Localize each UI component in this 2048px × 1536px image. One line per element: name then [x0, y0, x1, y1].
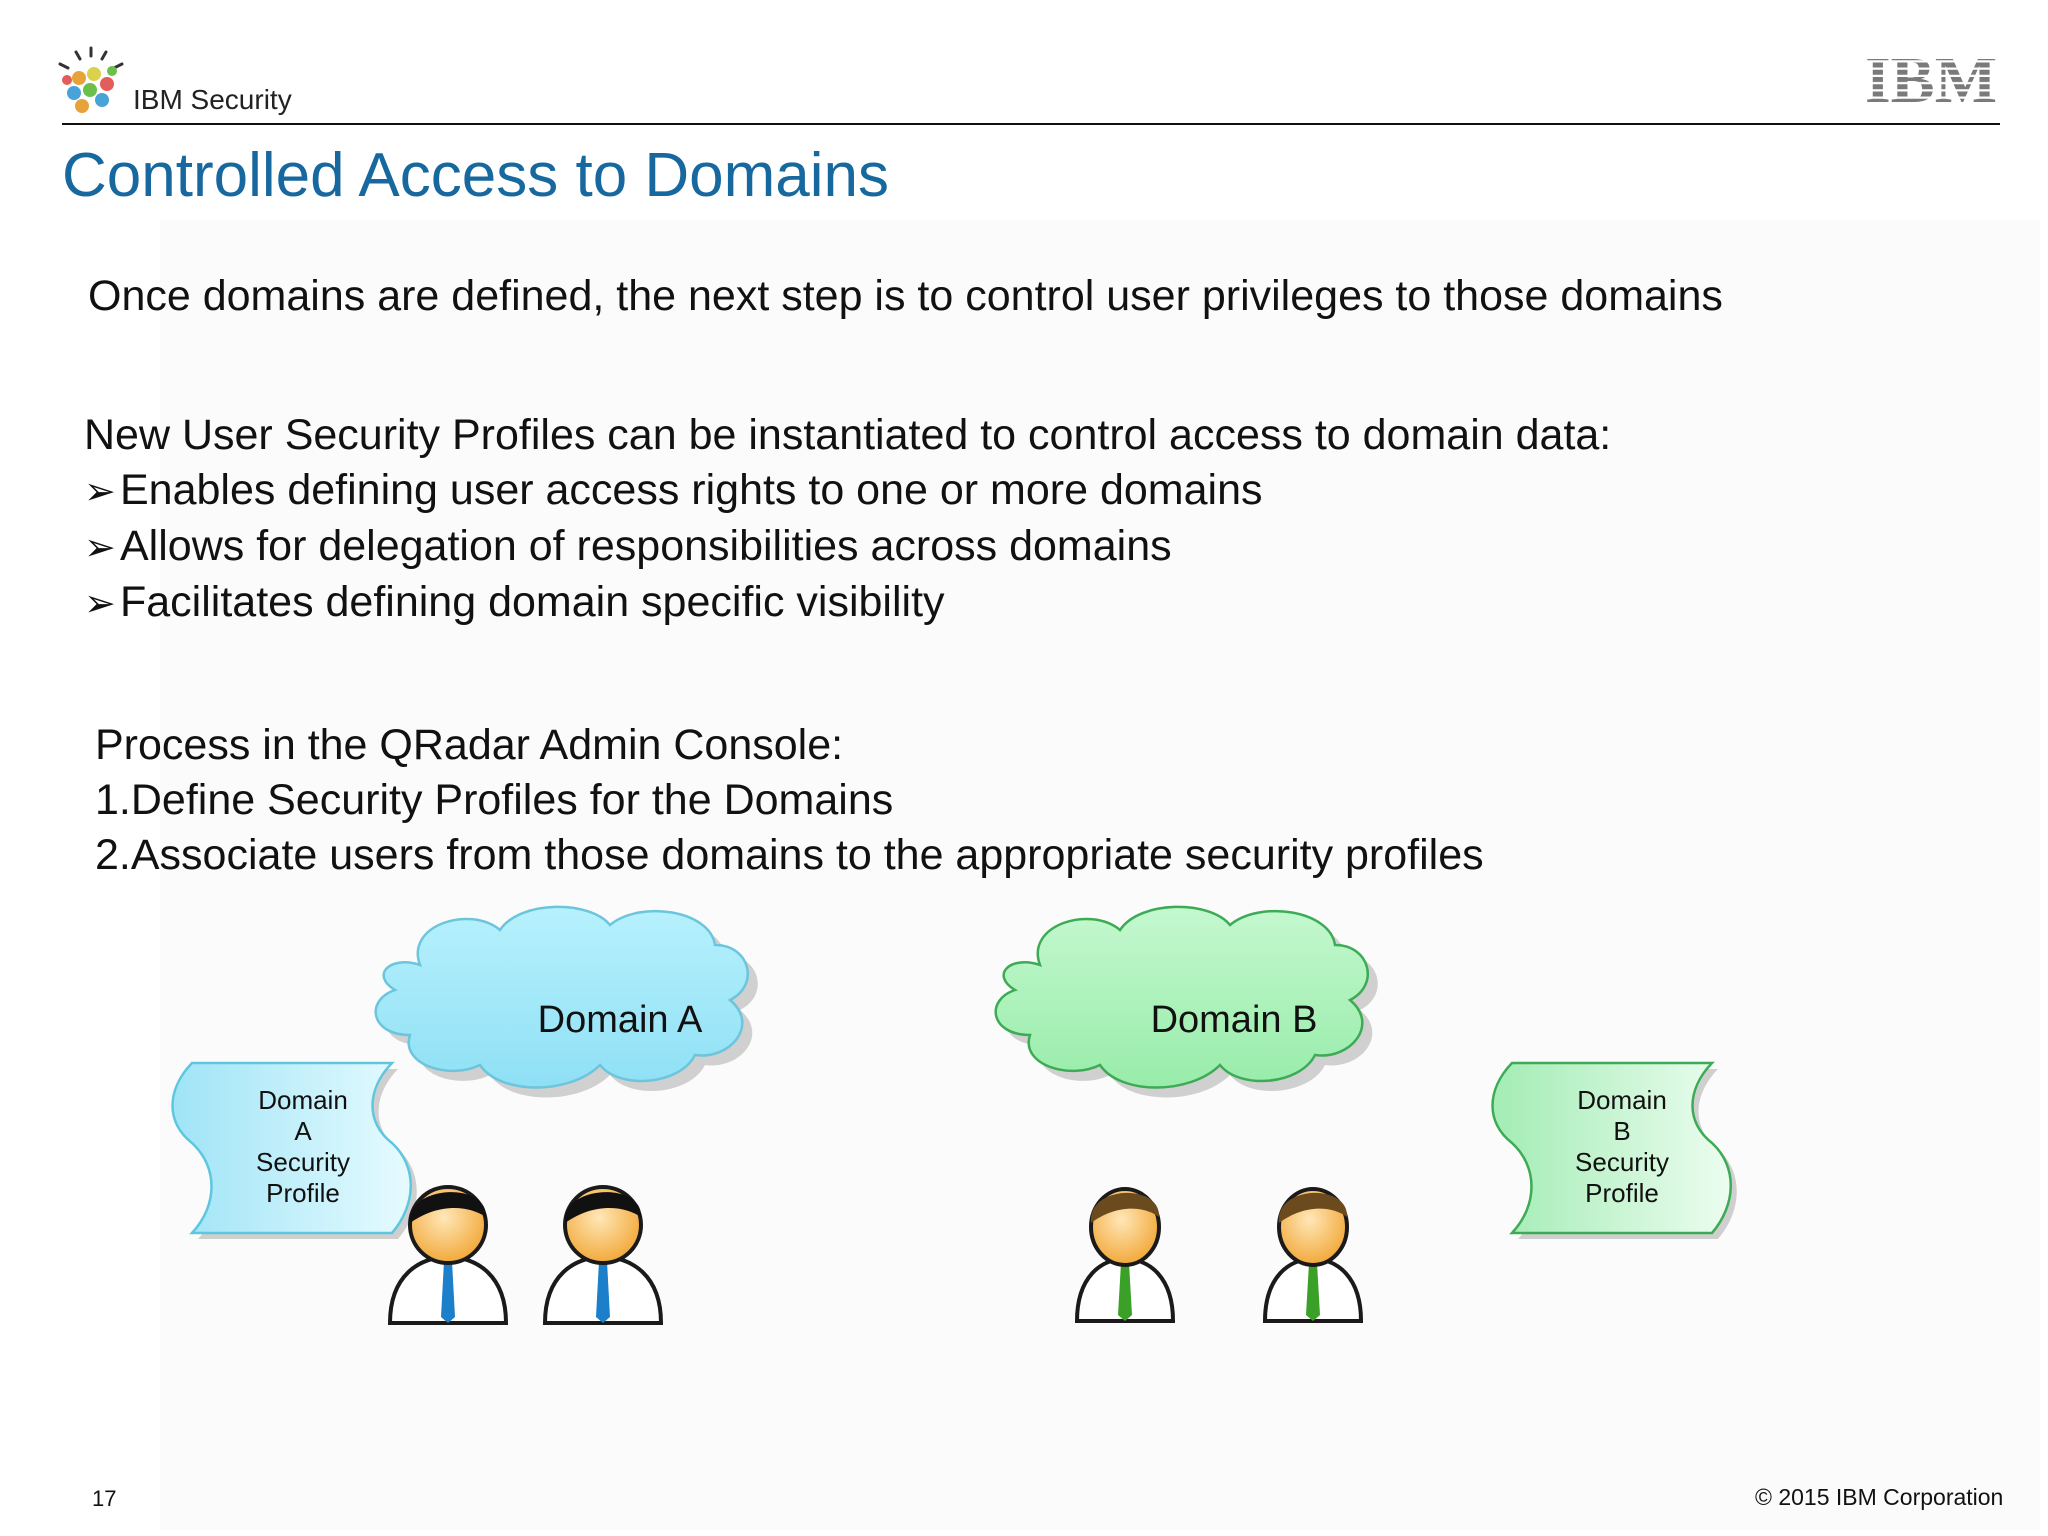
user-icon [545, 1187, 661, 1323]
process-heading: Process in the QRadar Admin Console: [95, 721, 844, 769]
step-text: Define Security Profiles for the Domains [130, 776, 894, 824]
page-title: Controlled Access to Domains [62, 141, 890, 210]
domain-a-label: Domain A [537, 999, 703, 1041]
ibm-security-logo-icon [52, 44, 130, 122]
user-icon [1077, 1189, 1173, 1321]
arrow-bullet-icon: ➢ [84, 581, 116, 625]
domain-b-label: Domain B [1150, 999, 1318, 1041]
intro-text: Once domains are defined, the next step is to control user privileges to those domains [88, 272, 1723, 320]
step-number: 2. [95, 831, 131, 879]
bullet-text: Facilitates defining domain specific visibility [120, 578, 945, 626]
user-icon [1265, 1189, 1361, 1321]
step-number: 1. [95, 776, 131, 824]
profile-a-line: A [294, 1116, 312, 1146]
profile-b-line: Domain [1577, 1085, 1667, 1115]
page-number: 17 [92, 1486, 117, 1511]
copyright: © 2015 IBM Corporation [1755, 1484, 2004, 1510]
profiles-block [84, 408, 1611, 631]
profile-b-line: Security [1575, 1147, 1669, 1177]
process-step [95, 828, 1484, 883]
bullet-item [84, 519, 1611, 575]
domain-diagram [170, 905, 1790, 1335]
bullet-item [84, 575, 1611, 631]
bullet-text: Allows for delegation of responsibilities across domains [120, 522, 1172, 570]
domain-b-cloud [996, 907, 1378, 1098]
arrow-bullet-icon: ➢ [84, 525, 116, 569]
ibm-logo-icon [1864, 48, 1998, 106]
domain-a-security-profile [173, 1063, 417, 1239]
domain-b-security-profile [1493, 1063, 1737, 1239]
bullet-text: Enables defining user access rights to one or more domains [120, 466, 1263, 514]
profiles-heading: New User Security Profiles can be instantiated to control access to domain data: [84, 411, 1612, 459]
arrow-bullet-icon: ➢ [84, 469, 116, 513]
profile-a-line: Security [256, 1147, 350, 1177]
ibm-logo-text: IBM [1865, 48, 1997, 106]
domain-a-cloud [376, 907, 758, 1098]
profile-a-line: Profile [266, 1178, 340, 1208]
process-step [95, 773, 1484, 828]
process-block [95, 718, 1484, 883]
brand-name: IBM Security [133, 84, 292, 115]
profile-b-line: B [1613, 1116, 1631, 1146]
header-rule [62, 123, 2000, 125]
profile-a-line: Domain [258, 1085, 348, 1115]
bullet-item [84, 463, 1611, 519]
step-text: Associate users from those domains to the appropriate security profiles [130, 831, 1484, 879]
profile-b-line: Profile [1585, 1178, 1659, 1208]
